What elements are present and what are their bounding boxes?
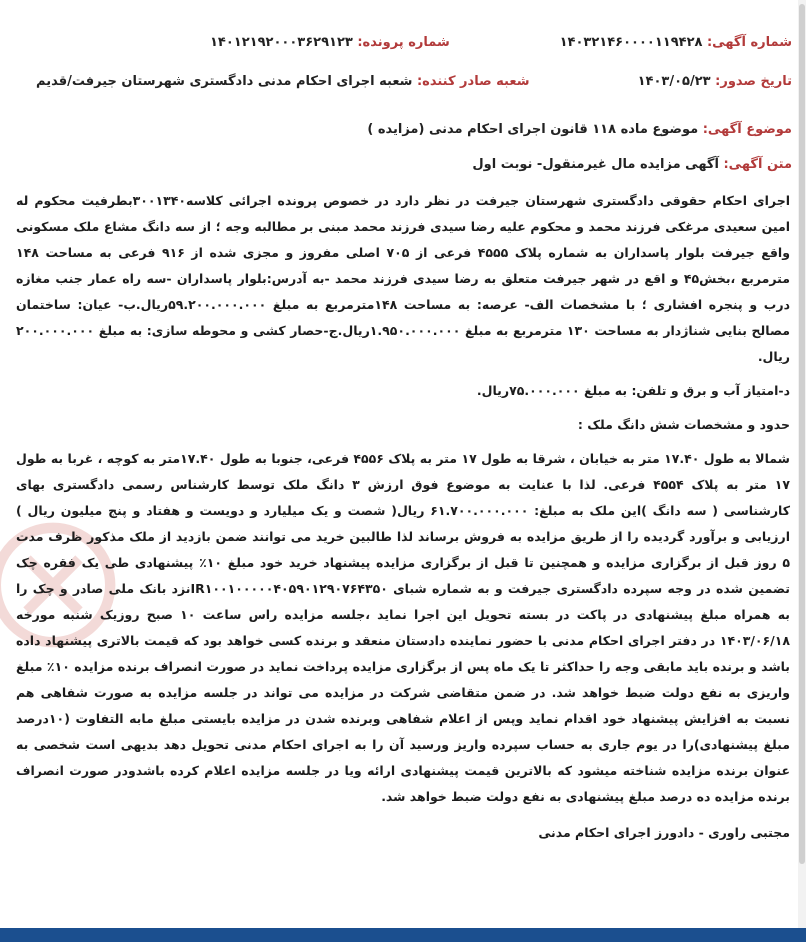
vertical-scrollbar[interactable] [798,0,806,928]
notice-text-title: آگهی مزایده مال غیرمنقول- نوبت اول [472,157,719,172]
notice-number-label: شماره آگهی: [706,35,792,50]
issuer-field [36,73,530,91]
issuer-label: شعبه صادر کننده: [416,74,530,89]
case-number-label: شماره پرونده: [357,35,450,50]
notice-number: ۱۴۰۳۲۱۴۶۰۰۰۰۱۱۹۴۲۸ [559,35,703,50]
notice-text-title-field [472,156,792,174]
scrollbar-thumb[interactable] [799,4,805,864]
subject: موضوع ماده ۱۱۸ قانون اجرای احکام مدنی (مزایده ) [367,122,699,137]
subject-label: موضوع آگهی: [702,122,792,137]
body-paragraph-utilities: د-امتیاز آب و برق و تلفن: به مبلغ ۷۵.۰۰۰.۰۰۰ریال. [476,383,790,398]
body-paragraph-boundaries-title: حدود و مشخصات شش دانگ ملک : [577,417,790,432]
body-paragraph-boundaries: شمالا به طول ۱۷.۴۰ متر به خیابان ، شرقا به طول ۱۷ متر به پلاک ۴۵۵۶ فرعی، جنوبا به طول ۱۷.۴۰متر به کوچه ، غربا به طول ۱۷ متر به پلاک ۴۵۵۴ فرعی. لذا با عنایت به موضوع فوق ارزش ۳ دانگ ملک توسط کارشناس رسمی دادگستری بهای کارشناسی ( سه دانگ )این ملک به مبلغ: ۶۱.۷۰۰.۰۰۰.۰۰۰ ریال( شصت و یک میلیارد و دویست و هفتاد و پنج میلیون ریال ) ارزیابی و برآورد گردیده را از طریق مزایده به فروش برساند لذا طالبین خرید می توانند ضمن بازدید از ملک مذکور ظرف مدت ۵ روز قبل از برگزاری مزایده و همچنین تا قبل از برگزاری مزایده پیشنهاد خرید خود مبلغ ۱۰٪ پیشنهادی طی یک فقره چک تضمین شده در وجه سپرده دادگستری جیرفت و به شماره شبای IR۱۰۰۱۰۰۰۰۰۴۰۵۹۰۱۲۹۰۷۶۴۳۵۰نزد بانک ملی صادر و چک را به همراه مبلغ پیشنهادی در پاکت در بسته تحویل این اجرا نماید ،جلسه مزایده راس ساعت ۱۰ صبح روزیک شنبه مورخه ۱۴۰۳/۰۶/۱۸ در دفتر اجرای احکام مدنی با حضور نماینده دادستان منعقد و برنده کسی خواهد بود که قیمت بالاتری پیشنهاد داده باشد و برنده باید مابقی وجه را حداکثر تا یک ماه پس از برگزاری مزایده پرداخت نماید در صورت انصراف برنده مزایده ۱۰٪ مبلغ واریزی به نفع دولت ضبط خواهد شد. در ضمن متقاضی شرکت در مزایده می تواند در جلسه مزایده به صورت شفاهی هم نسبت به افزایش پیشنهاد خود اقدام نماید وپس از اعلام شفاهی وبرنده شدن در مزایده بایستی مبلغ مابه التفاوت (۱۰درصد مبلغ پیشنهادی)را در یوم جاری به حساب سپرده واریز ورسید آن را به اجرای احکام مدنی تحویل دهد بدیهی است شخصی به عنوان برنده مزایده شناخته میشود که بالاترین قیمت پیشنهادی ارائه ویا در جلسه مزایده اعلام کرده باشدودر صورت انصراف برنده مزایده ده درصد مبلغ پیشنهادی به نفع دولت ضبط خواهد شد. [16,451,791,804]
issue-date-label: تاریخ صدور: [715,74,792,89]
notice-number-field [560,34,792,52]
issue-date: ۱۴۰۳/۰۵/۲۳ [637,74,711,89]
issue-date-field [638,73,792,91]
notice-text-label: متن آگهی: [723,157,792,172]
signature: مجتبی راوری - دادورز اجرای احکام مدنی [538,825,790,840]
case-number-field [210,34,450,52]
notice-body [16,188,790,846]
case-number: ۱۴۰۱۲۱۹۲۰۰۰۳۶۲۹۱۲۳ [210,35,353,50]
issuer: شعبه اجرای احکام مدنی دادگستری شهرستان جیرفت/قدیم [36,74,413,89]
bottom-bar [0,928,806,942]
body-paragraph-property: اجرای احکام حقوقی دادگستری شهرستان جیرفت در نظر دارد در خصوص پرونده اجرائی کلاسه۳۰۰۱۳۴۰بطرفیت محکوم له امین سعیدی مرغکی فرزند محمد و محکوم علیه رضا سیدی فرزند محمد مبنی بر مطالبه وجه ؛ از سه دانگ مشاع ملک مسکونی واقع جیرفت بلوار پاسداران به شماره پلاک ۴۵۵۵ فرعی از ۷۰۵ اصلی مفروز و مجزی شده از ۹۱۶ فرعی به مساحت ۱۴۸ مترمربع ،بخش۴۵ و اقع در شهر جیرفت متعلق به رضا سیدی فرزند محمد -به آدرس:بلوار پاسداران -سه راه عمار جنب مغازه درب و پنجره افشاری ؛ با مشخصات الف- عرصه: به مساحت ۱۴۸مترمربع به مبلغ ۵۹.۲۰۰.۰۰۰.۰۰۰ریال.ب- عیان: ساختمان مصالح بنایی شناژدار به مساحت ۱۳۰ مترمربع به مبلغ ۱.۹۵۰.۰۰۰.۰۰۰ریال.ج-حصار کشی و محوطه سازی: به مبلغ ۲۰۰.۰۰۰.۰۰۰ ریال. [16,193,791,364]
subject-field [367,121,792,139]
